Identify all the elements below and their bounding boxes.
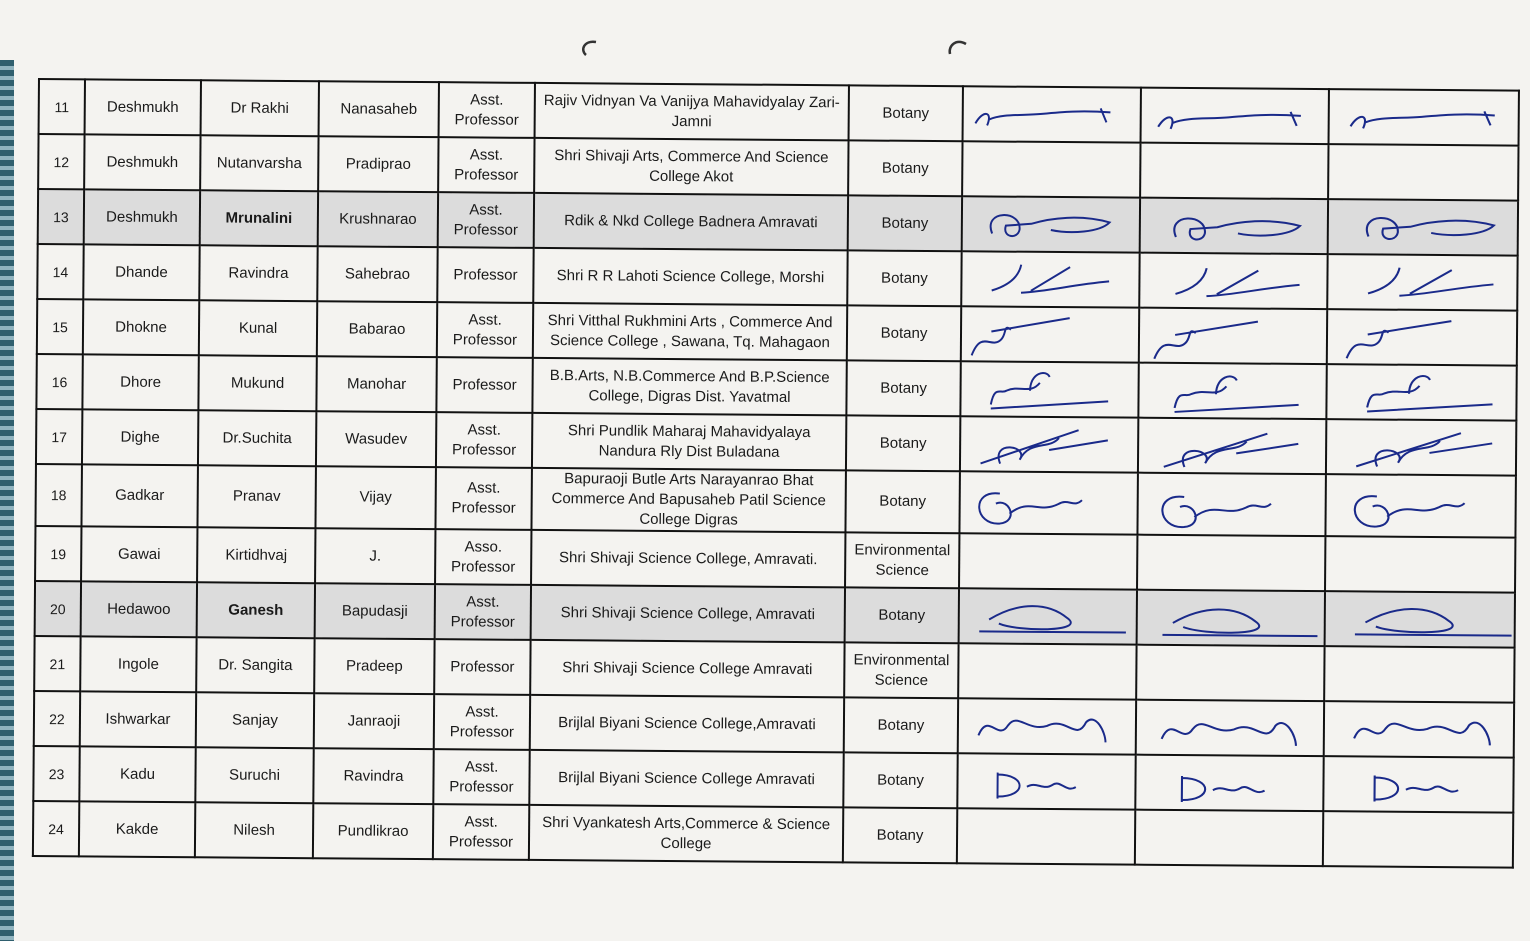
college-cell: Brijlal Biyani Science College Amravati (529, 750, 843, 807)
subject-cell: Botany (845, 470, 959, 533)
middle-name-cell: Ravindra (313, 748, 433, 804)
surname-cell: Hedawoo (81, 581, 197, 637)
college-cell: Rdik & Nkd College Badnera Amravati (534, 193, 848, 250)
middle-name-cell: Pradiprao (318, 136, 438, 192)
handwritten-signature (963, 199, 1139, 250)
surname-cell: Deshmukh (84, 189, 200, 245)
handwritten-signature (962, 254, 1138, 305)
subject-cell: Environmental Science (844, 642, 958, 698)
signature-cell (959, 471, 1137, 534)
signature-cell (1141, 88, 1329, 144)
serial-number-cell: 24 (33, 801, 79, 856)
serial-number-cell: 16 (36, 354, 82, 409)
handwritten-signature (961, 364, 1137, 415)
college-cell: Shri Shivaji Science College Amravati (530, 640, 844, 697)
signature-cell (960, 416, 1138, 472)
serial-number-cell: 14 (37, 244, 83, 299)
middle-name-cell: J. (315, 528, 435, 584)
attendance-table (32, 78, 1520, 869)
surname-cell: Dighe (82, 409, 198, 465)
handwritten-signature (961, 477, 1137, 528)
subject-cell: Botany (847, 305, 961, 361)
signature-cell (1324, 646, 1514, 702)
handwritten-signature (1328, 257, 1516, 308)
surname-cell: Dhokne (83, 299, 199, 355)
signature-cell (1137, 473, 1325, 536)
serial-number-cell: 22 (34, 691, 80, 746)
first-name-cell: Pranav (197, 465, 315, 528)
surname-cell: Dhore (82, 354, 198, 410)
subject-cell: Botany (848, 140, 962, 196)
signature-cell (1325, 591, 1515, 647)
middle-name-cell: Nanasaheb (319, 81, 439, 137)
serial-number-cell: 18 (35, 464, 81, 526)
signature-cell (1139, 308, 1327, 364)
designation-cell: Asst. Professor (438, 137, 534, 193)
handwritten-signature (1142, 90, 1328, 141)
subject-cell: Botany (845, 587, 959, 643)
first-name-cell: Nutanvarsha (200, 135, 318, 191)
handwritten-signature (1326, 480, 1514, 531)
surname-cell: Ingole (80, 636, 196, 692)
middle-name-cell: Pundlikrao (313, 803, 433, 859)
handwritten-signature (1140, 255, 1326, 306)
subject-cell: Botany (846, 415, 960, 471)
middle-name-cell: Manohar (316, 356, 436, 412)
middle-name-cell: Pradeep (314, 638, 434, 694)
signature-cell (1325, 536, 1515, 592)
middle-name-cell: Sahebrao (317, 246, 437, 302)
serial-number-cell: 23 (33, 746, 79, 801)
designation-cell: Professor (434, 639, 530, 695)
signature-cell (957, 808, 1135, 864)
first-name-cell: Ganesh (197, 582, 315, 638)
handwritten-signature (960, 591, 1136, 642)
signature-cell (1137, 590, 1325, 646)
college-cell: Shri R R Lahoti Science College, Morshi (533, 248, 847, 305)
signature-cell (958, 698, 1136, 754)
handwritten-signature (962, 309, 1138, 360)
handwritten-signature (1327, 422, 1515, 473)
college-cell: Bapuraoji Butle Arts Narayanrao Bhat Commerce And Bapusaheb Patil Science College Digras (531, 468, 845, 532)
signature-cell (963, 86, 1141, 142)
signature-cell (958, 643, 1136, 699)
handwritten-signature (964, 89, 1140, 140)
signature-cell (962, 141, 1140, 197)
punch-hole-left-icon (578, 38, 602, 58)
middle-name-cell: Wasudev (316, 411, 436, 467)
surname-cell: Ishwarkar (80, 691, 196, 747)
designation-cell: Asso. Professor (435, 529, 531, 585)
signature-cell (1139, 253, 1327, 309)
signature-cell (961, 251, 1139, 307)
college-cell: Shri Vyankatesh Arts,Commerce & Science College (529, 805, 843, 862)
handwritten-signature (961, 419, 1137, 470)
designation-cell: Asst. Professor (433, 804, 529, 860)
designation-cell: Asst. Professor (435, 467, 531, 530)
serial-number-cell: 20 (35, 581, 81, 636)
designation-cell: Asst. Professor (439, 82, 535, 138)
handwritten-signature (1325, 704, 1513, 755)
college-cell: Shri Shivaji Science College, Amravati (531, 585, 845, 642)
subject-cell: Botany (844, 697, 958, 753)
surname-cell: Deshmukh (85, 79, 201, 135)
subject-cell: Environmental Science (845, 532, 959, 588)
signature-cell (962, 196, 1140, 252)
handwritten-signature (1141, 200, 1327, 251)
handwritten-signature (1136, 757, 1322, 808)
signature-cell (1323, 811, 1513, 867)
college-cell: Shri Shivaji Science College, Amravati. (531, 530, 845, 587)
signature-cell (1140, 143, 1328, 199)
surname-cell: Kakde (79, 801, 195, 857)
first-name-cell: Sanjay (196, 692, 314, 748)
handwritten-signature (1139, 365, 1325, 416)
designation-cell: Asst. Professor (435, 584, 531, 640)
college-cell: Shri Shivaji Arts, Commerce And Science College Akot (534, 138, 848, 195)
handwritten-signature (959, 701, 1135, 752)
signature-cell (1138, 418, 1326, 474)
serial-number-cell: 11 (39, 79, 85, 134)
punch-hole-right-icon (946, 38, 970, 58)
signature-cell (1324, 701, 1514, 757)
signature-cell (1138, 363, 1326, 419)
subject-cell: Botany (848, 195, 962, 251)
signature-cell (1326, 364, 1516, 420)
table-row (35, 464, 1515, 538)
signature-cell (959, 533, 1137, 589)
first-name-cell: Ravindra (199, 245, 317, 301)
subject-cell: Botany (846, 360, 960, 416)
signature-cell (1327, 254, 1517, 310)
designation-cell: Asst. Professor (438, 192, 534, 248)
serial-number-cell: 21 (34, 636, 80, 691)
surname-cell: Deshmukh (84, 134, 200, 190)
signature-cell (1136, 700, 1324, 756)
handwritten-signature (1138, 592, 1324, 643)
handwritten-signature (1329, 202, 1517, 253)
handwritten-signature (1139, 420, 1325, 471)
signature-cell (1136, 645, 1324, 701)
signature-cell (1135, 810, 1323, 866)
first-name-cell: Kirtidhvaj (197, 527, 315, 583)
designation-cell: Professor (436, 357, 532, 413)
signature-cell (1327, 309, 1517, 365)
handwritten-signature (1327, 367, 1515, 418)
designation-cell: Professor (437, 247, 533, 303)
signature-cell (959, 588, 1137, 644)
college-cell: Rajiv Vidnyan Va Vanijya Mahavidyalay Zari-Jamni (535, 83, 849, 140)
surname-cell: Kadu (79, 746, 195, 802)
designation-cell: Asst. Professor (434, 694, 530, 750)
subject-cell: Botany (843, 752, 957, 808)
signature-cell (1323, 756, 1513, 812)
subject-cell: Botany (847, 250, 961, 306)
first-name-cell: Dr.Suchita (198, 410, 316, 466)
signature-cell (1135, 755, 1323, 811)
handwritten-signature (1138, 479, 1324, 530)
first-name-cell: Suruchi (195, 747, 313, 803)
college-cell: Brijlal Biyani Science College,Amravati (530, 695, 844, 752)
first-name-cell: Mukund (198, 355, 316, 411)
signature-cell (960, 361, 1138, 417)
first-name-cell: Dr Rakhi (201, 80, 319, 136)
signature-cell (1328, 199, 1518, 255)
middle-name-cell: Krushnarao (318, 191, 438, 247)
first-name-cell: Dr. Sangita (196, 637, 314, 693)
first-name-cell: Nilesh (195, 802, 313, 858)
college-cell: Shri Pundlik Maharaj Mahavidyalaya Nandura Rly Dist Buladana (532, 413, 846, 470)
serial-number-cell: 13 (38, 189, 84, 244)
table-body (33, 79, 1519, 868)
designation-cell: Asst. Professor (437, 302, 533, 358)
college-cell: Shri Vitthal Rukhmini Arts , Commerce And Science College , Sawana, Tq. Mahagaon (533, 303, 847, 360)
subject-cell: Botany (849, 85, 963, 141)
surname-cell: Dhande (83, 244, 199, 300)
handwritten-signature (1324, 759, 1512, 810)
handwritten-signature (1326, 594, 1514, 645)
signature-cell (1329, 89, 1519, 145)
signature-cell (1328, 144, 1518, 200)
serial-number-cell: 17 (36, 409, 82, 464)
designation-cell: Asst. Professor (433, 749, 529, 805)
middle-name-cell: Janraoji (314, 693, 434, 749)
middle-name-cell: Babarao (317, 301, 437, 357)
serial-number-cell: 15 (37, 299, 83, 354)
serial-number-cell: 12 (38, 134, 84, 189)
surname-cell: Gadkar (81, 464, 197, 527)
handwritten-signature (1140, 310, 1326, 361)
middle-name-cell: Bapudasji (315, 583, 435, 639)
handwritten-signature (1330, 92, 1518, 143)
signature-cell (957, 753, 1135, 809)
subject-cell: Botany (843, 807, 957, 863)
table-row (33, 801, 1513, 868)
serial-number-cell: 19 (35, 526, 81, 581)
signature-cell (1325, 474, 1515, 537)
signature-cell (961, 306, 1139, 362)
college-cell: B.B.Arts, N.B.Commerce And B.P.Science College, Digras Dist. Yavatmal (532, 358, 846, 415)
document-binding-edge (0, 60, 14, 941)
designation-cell: Asst. Professor (436, 412, 532, 468)
signature-cell (1326, 419, 1516, 475)
middle-name-cell: Vijay (315, 466, 435, 529)
signature-cell (1137, 535, 1325, 591)
first-name-cell: Mrunalini (200, 190, 318, 246)
handwritten-signature (1137, 702, 1323, 753)
handwritten-signature (958, 756, 1134, 807)
signature-cell (1140, 198, 1328, 254)
surname-cell: Gawai (81, 526, 197, 582)
first-name-cell: Kunal (199, 300, 317, 356)
handwritten-signature (1328, 312, 1516, 363)
